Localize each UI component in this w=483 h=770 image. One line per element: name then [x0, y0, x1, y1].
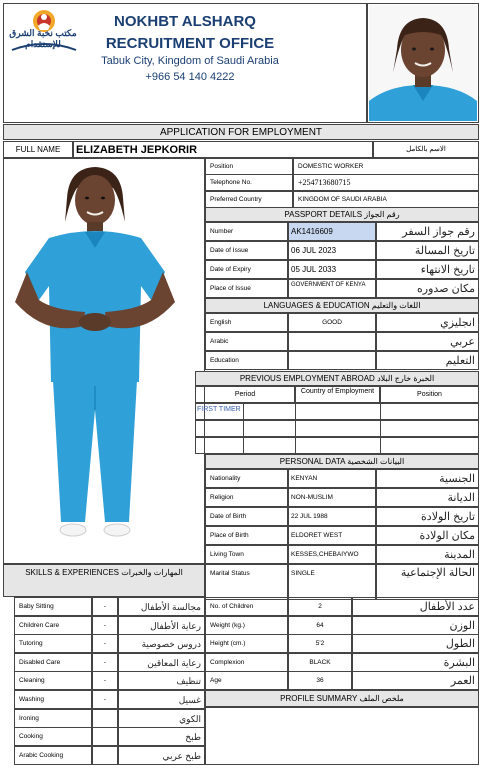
- lower-personal-label: Complexion: [205, 653, 288, 672]
- personal-value: ELDORET WEST: [288, 526, 376, 545]
- language-arabic: التعليم: [376, 351, 479, 370]
- personal-arabic: الجنسية: [376, 469, 479, 488]
- profile-summary-title-en: PROFILE SUMMARY: [280, 694, 358, 703]
- profile-summary-body: [205, 707, 479, 765]
- skill-arabic: الكوي: [118, 709, 205, 728]
- skill-arabic: تنظيف: [118, 671, 205, 690]
- language-value: [288, 351, 376, 370]
- lower-personal-arabic: الطول: [352, 634, 479, 653]
- office-location: Tabuk City, Kingdom of Saudi Arabia: [101, 55, 279, 67]
- passport-title-ar: رقم الجواز: [364, 210, 400, 219]
- person-full-body-icon: [5, 160, 203, 562]
- personal-label: Living Town: [205, 545, 288, 564]
- language-arabic: عربي: [376, 332, 479, 351]
- personal-label: Religion: [205, 488, 288, 507]
- skill-label: Baby Sitting: [14, 597, 92, 616]
- top-field-value: +254713680715: [293, 174, 479, 191]
- skill-label: Cooking: [14, 727, 92, 746]
- skill-value: -: [92, 671, 118, 690]
- lower-personal-value: BLACK: [288, 653, 352, 672]
- passport-value: GOVERNMENT OF KENYA: [288, 279, 376, 298]
- skills-title: [3, 564, 205, 597]
- skills-title-en: SKILLS & EXPERIENCES: [25, 568, 120, 577]
- full-body-photo: [5, 160, 203, 562]
- skill-label: Tutoring: [14, 634, 92, 653]
- skill-value: -: [92, 690, 118, 709]
- lower-personal-arabic: الوزن: [352, 616, 479, 635]
- language-value: GOOD: [288, 313, 376, 332]
- employment-row-2: [195, 420, 479, 437]
- personal-label: Date of Birth: [205, 507, 288, 526]
- lower-personal-value: 5'2: [288, 634, 352, 653]
- employment-title-ar: الخبرة خارج البلاد: [377, 374, 435, 383]
- lower-personal-value: 36: [288, 671, 352, 690]
- skill-label: Cleaning: [14, 671, 92, 690]
- personal-value: 22 JUL 1988: [288, 507, 376, 526]
- lower-personal-label: Age: [205, 671, 288, 690]
- skill-arabic: غسيل: [118, 690, 205, 709]
- skill-value: -: [92, 653, 118, 672]
- lower-personal-value: 64: [288, 616, 352, 635]
- lower-personal-label: Weight (kg.): [205, 616, 288, 635]
- personal-value: NON-MUSLIM: [288, 488, 376, 507]
- first-timer-text: FIRST TIMER: [197, 406, 241, 413]
- language-label: Arabic: [205, 332, 288, 351]
- personal-arabic: المدينة: [376, 545, 479, 564]
- passport-arabic: مكان صدوره: [376, 279, 479, 298]
- employment-divider-3: [380, 403, 381, 454]
- passport-label: Number: [205, 222, 288, 241]
- top-field-label: Telephone No.: [205, 174, 293, 191]
- lower-personal-label: Height (cm.): [205, 634, 288, 653]
- full-name-arabic: الاسم بالكامل: [373, 141, 479, 158]
- skill-arabic: دروس خصوصية: [118, 634, 205, 653]
- personal-arabic: تاريخ الولادة: [376, 507, 479, 526]
- personal-title-en: PERSONAL DATA: [279, 457, 345, 466]
- personal-arabic: الحالة الإجتماعية: [376, 564, 479, 600]
- skill-value: -: [92, 597, 118, 616]
- skill-value: [92, 709, 118, 728]
- passport-label: Date of Issue: [205, 241, 288, 260]
- passport-arabic: تاريخ الانتهاء: [376, 260, 479, 279]
- skill-label: Disabled Care: [14, 653, 92, 672]
- passport-label: Place of Issue: [205, 279, 288, 298]
- languages-title-ar: اللغات والتعليم: [371, 301, 421, 310]
- passport-label: Date of Expiry: [205, 260, 288, 279]
- skill-label: Arabic Cooking: [14, 746, 92, 765]
- employment-title: [195, 371, 479, 386]
- skill-label: Washing: [14, 690, 92, 709]
- portrait-photo-small: [369, 5, 477, 121]
- passport-title-en: PASSPORT DETAILS: [284, 210, 363, 219]
- personal-label: Nationality: [205, 469, 288, 488]
- lower-personal-arabic: البشرة: [352, 653, 479, 672]
- language-arabic: انجليزي: [376, 313, 479, 332]
- skill-label: Children Care: [14, 616, 92, 635]
- employment-col-country: Country of Employment: [295, 386, 380, 403]
- employment-col-position: Position: [380, 386, 479, 403]
- passport-arabic: رقم جواز السفر: [376, 222, 479, 241]
- personal-arabic: مكان الولادة: [376, 526, 479, 545]
- passport-value: 06 JUL 2023: [288, 241, 376, 260]
- personal-value: SINGLE: [288, 564, 376, 600]
- profile-summary-title: [205, 690, 479, 707]
- personal-label: Place of Birth: [205, 526, 288, 545]
- office-name: RECRUITMENT OFFICE: [105, 35, 275, 52]
- lower-personal-value: 2: [288, 597, 352, 616]
- skill-value: -: [92, 634, 118, 653]
- skill-arabic: طبخ عربي: [118, 746, 205, 765]
- profile-summary-title-ar: ملخص الملف: [359, 694, 404, 703]
- person-portrait-icon: [369, 5, 477, 121]
- skill-label: Ironing: [14, 709, 92, 728]
- lower-personal-arabic: العمر: [352, 671, 479, 690]
- language-label: English: [205, 313, 288, 332]
- application-title: APPLICATION FOR EMPLOYMENT: [3, 124, 479, 140]
- personal-label: Marital Status: [205, 564, 288, 600]
- company-name: NOKHBT ALSHARQ: [114, 13, 256, 30]
- employment-row-3: [195, 437, 479, 454]
- employment-title-en: PREVIOUS EMPLOYMENT ABROAD: [239, 374, 375, 383]
- personal-value: KESSES,CHEBAIYWO: [288, 545, 376, 564]
- full-name-value: ELIZABETH JEPKORIR: [73, 141, 373, 158]
- employment-col-period: Period: [195, 386, 295, 403]
- languages-title-en: LANGUAGES & EDUCATION: [263, 301, 370, 310]
- skill-arabic: طبخ: [118, 727, 205, 746]
- passport-value: AK1416609: [288, 222, 376, 241]
- passport-title: [205, 207, 479, 222]
- languages-title: [205, 298, 479, 313]
- skill-arabic: رعاية الأطفال: [118, 616, 205, 635]
- personal-title-ar: البيانات الشخصية: [347, 457, 405, 466]
- skill-value: -: [92, 616, 118, 635]
- skill-value: [92, 746, 118, 765]
- top-field-value: DOMESTIC WORKER: [293, 158, 479, 175]
- top-field-label: Preferred Country: [205, 191, 293, 208]
- lower-personal-arabic: عدد الأطفال: [352, 597, 479, 616]
- passport-value: 05 JUL 2033: [288, 260, 376, 279]
- office-phone: +966 54 140 4222: [145, 71, 235, 83]
- skill-arabic: مجالسة الأطفال: [118, 597, 205, 616]
- skill-value: [92, 727, 118, 746]
- personal-title: [205, 454, 479, 469]
- personal-arabic: الديانة: [376, 488, 479, 507]
- employment-divider-1: [243, 403, 244, 454]
- skills-title-ar: المهارات والخبرات: [121, 568, 183, 577]
- personal-value: KENYAN: [288, 469, 376, 488]
- lower-personal-label: No. of Children: [205, 597, 288, 616]
- top-field-value: KINGDOM OF SAUDI ARABIA: [293, 191, 479, 208]
- language-value: [288, 332, 376, 351]
- top-field-label: Position: [205, 158, 293, 175]
- skill-arabic: رعاية المعاقين: [118, 653, 205, 672]
- logo-arabic-text: مكتب نخبة الشرق للإستقدام: [9, 28, 77, 49]
- language-label: Education: [205, 351, 288, 370]
- full-name-label: FULL NAME: [3, 141, 73, 158]
- passport-arabic: تاريخ المسالة: [376, 241, 479, 260]
- employment-divider-2: [295, 403, 296, 454]
